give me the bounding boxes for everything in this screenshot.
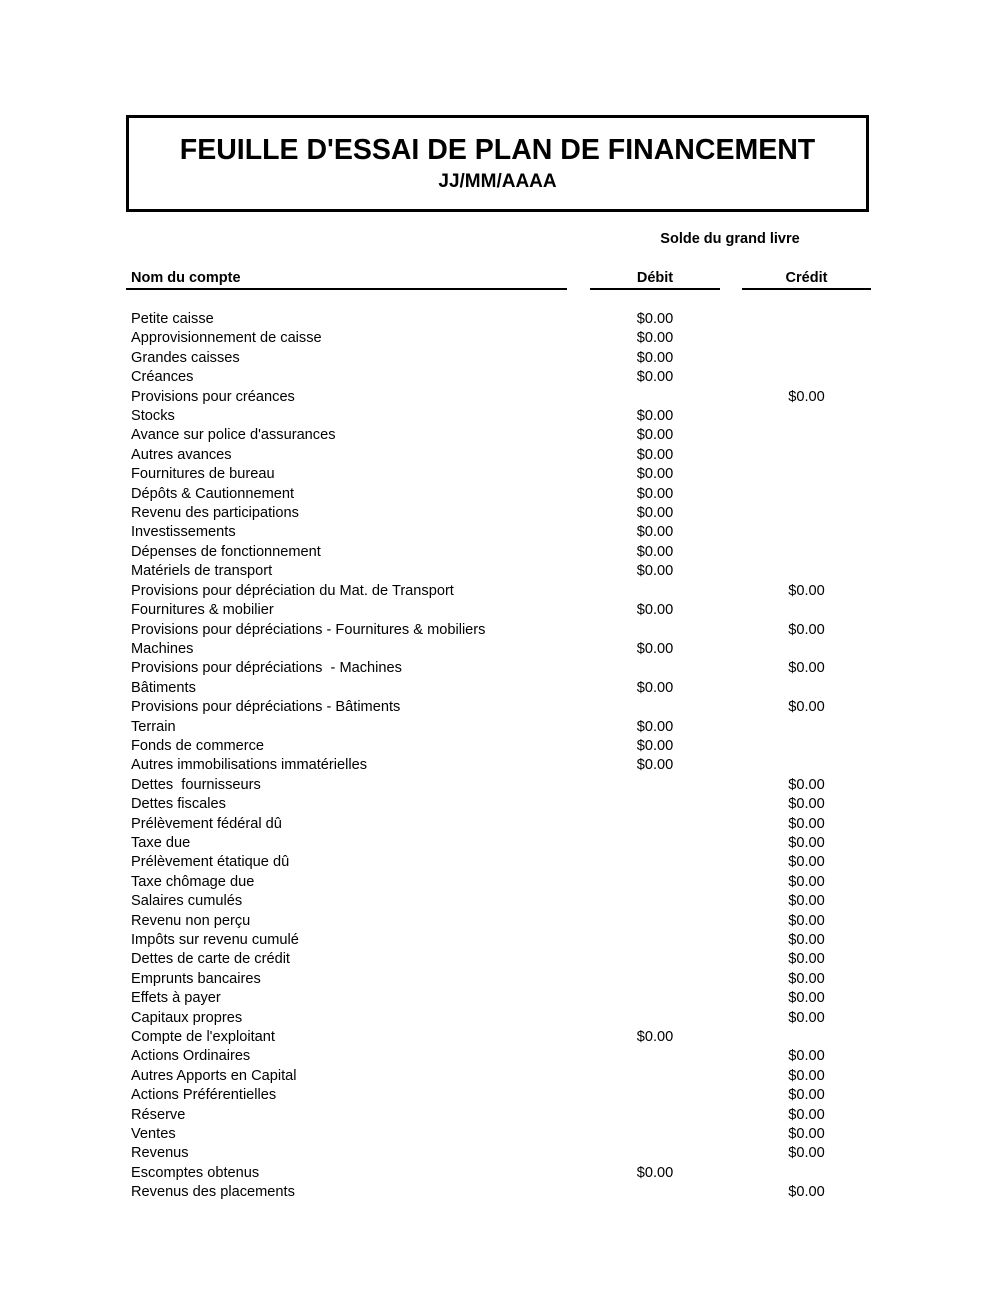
table-row[interactable] (126, 853, 871, 872)
table-row[interactable] (126, 950, 871, 969)
column-header-credit: Crédit (742, 270, 871, 290)
account-name-cell: Salaires cumulés (131, 893, 243, 910)
table-row[interactable] (126, 776, 871, 795)
table-row[interactable] (126, 1067, 871, 1086)
debit-amount-cell[interactable]: $0.00 (636, 427, 674, 444)
column-header-account-name: Nom du compte (126, 270, 567, 290)
table-row[interactable] (126, 1009, 871, 1028)
credit-amount-cell[interactable]: $0.00 (788, 932, 825, 948)
ledger-balance-group-header: Solde du grand livre (660, 231, 800, 247)
debit-amount-cell[interactable]: $0.00 (636, 524, 674, 541)
page-title: FEUILLE D'ESSAI DE PLAN DE FINANCEMENT (179, 134, 816, 167)
account-name-cell: Stocks (131, 408, 175, 425)
table-row[interactable] (126, 892, 871, 911)
table-row[interactable] (126, 718, 871, 737)
credit-amount-cell[interactable]: $0.00 (788, 951, 825, 968)
account-name-cell: Taxe chômage due (131, 873, 255, 890)
table-row[interactable] (126, 1183, 871, 1202)
table-row[interactable] (126, 621, 871, 640)
account-name-cell: Avance sur police d'assurances (131, 427, 336, 444)
table-row[interactable] (126, 601, 871, 620)
debit-amount-cell[interactable]: $0.00 (636, 563, 674, 580)
debit-amount-cell[interactable]: $0.00 (636, 679, 674, 696)
table-row[interactable] (126, 970, 871, 989)
table-row[interactable] (126, 388, 871, 407)
credit-amount-cell[interactable]: $0.00 (788, 699, 825, 716)
account-name-cell: Fournitures & mobilier (131, 602, 274, 619)
account-name-cell: Réserve (131, 1106, 186, 1123)
table-row[interactable] (126, 640, 871, 659)
credit-amount-cell[interactable]: $0.00 (788, 1009, 825, 1026)
table-row[interactable] (126, 1164, 871, 1183)
account-name-cell: Actions Ordinaires (131, 1048, 251, 1065)
debit-amount-cell[interactable]: $0.00 (636, 640, 674, 657)
table-row[interactable] (126, 1106, 871, 1125)
table-row[interactable] (126, 834, 871, 853)
credit-amount-cell[interactable]: $0.00 (788, 834, 825, 851)
account-name-cell: Dettes fournisseurs (131, 776, 261, 793)
account-name-cell: Machines (131, 640, 194, 657)
table-row[interactable] (126, 931, 871, 950)
debit-amount-cell[interactable]: $0.00 (636, 369, 674, 386)
debit-amount-cell[interactable]: $0.00 (636, 408, 674, 425)
account-name-cell: Autres Apports en Capital (131, 1067, 297, 1084)
account-name-cell: Matériels de transport (131, 563, 273, 580)
account-name-cell: Autres immobilisations immatérielles (131, 757, 368, 774)
table-row[interactable] (126, 407, 871, 426)
table-row[interactable] (126, 485, 871, 504)
account-name-cell: Investissements (131, 524, 236, 541)
table-header-row (126, 270, 871, 292)
account-name-cell: Provisions pour dépréciations - Bâtiments (131, 699, 401, 716)
credit-amount-cell[interactable]: $0.00 (788, 1145, 825, 1162)
table-row[interactable] (126, 504, 871, 523)
account-name-cell: Autres avances (131, 446, 232, 463)
debit-amount-cell[interactable]: $0.00 (636, 446, 674, 463)
account-name-cell: Ventes (131, 1126, 176, 1143)
credit-amount-cell[interactable]: $0.00 (788, 990, 825, 1007)
table-row[interactable] (126, 737, 871, 756)
account-name-cell: Provisions pour dépréciations - Fournitures & mobiliers (131, 621, 486, 638)
table-row[interactable] (126, 1028, 871, 1047)
credit-amount-cell[interactable]: $0.00 (788, 1184, 825, 1201)
debit-amount-cell[interactable]: $0.00 (636, 505, 674, 522)
table-row[interactable] (126, 349, 871, 368)
credit-amount-cell[interactable]: $0.00 (788, 660, 825, 677)
debit-amount-cell[interactable]: $0.00 (636, 311, 674, 327)
table-row[interactable] (126, 795, 871, 814)
table-row[interactable] (126, 989, 871, 1008)
account-name-cell: Capitaux propres (131, 1009, 243, 1026)
account-name-cell: Fonds de commerce (131, 737, 265, 754)
account-name-cell: Provisions pour dépréciation du Mat. de Transport (131, 582, 454, 599)
debit-amount-cell[interactable]: $0.00 (636, 543, 674, 560)
account-name-cell: Dettes fiscales (131, 796, 226, 813)
credit-amount-cell[interactable]: $0.00 (788, 815, 825, 832)
table-row[interactable] (126, 1047, 871, 1066)
account-name-cell: Terrain (131, 718, 176, 735)
account-name-cell: Provisions pour créances (131, 388, 295, 405)
credit-amount-cell[interactable]: $0.00 (788, 621, 825, 638)
account-name-cell: Actions Préférentielles (131, 1087, 277, 1104)
table-row[interactable] (126, 1144, 871, 1163)
table-row[interactable] (126, 426, 871, 445)
account-name-cell: Impôts sur revenu cumulé (131, 932, 299, 948)
credit-amount-cell[interactable]: $0.00 (788, 796, 825, 813)
credit-amount-cell[interactable]: $0.00 (788, 1067, 825, 1084)
table-row[interactable] (126, 815, 871, 834)
account-name-cell: Provisions pour dépréciations - Machines (131, 660, 402, 677)
account-name-cell: Fournitures de bureau (131, 466, 275, 483)
debit-amount-cell[interactable]: $0.00 (636, 485, 674, 502)
account-name-cell: Petite caisse (131, 311, 214, 327)
title-box (126, 115, 869, 212)
account-name-cell: Revenu des participations (131, 505, 299, 522)
table-row[interactable] (126, 582, 871, 601)
table-row[interactable] (126, 659, 871, 678)
credit-amount-cell[interactable]: $0.00 (788, 970, 825, 987)
debit-amount-cell[interactable]: $0.00 (636, 718, 674, 735)
account-name-cell: Dépenses de fonctionnement (131, 543, 321, 560)
account-name-cell: Dettes de carte de crédit (131, 951, 290, 968)
credit-amount-cell[interactable]: $0.00 (788, 1126, 825, 1143)
account-name-cell: Prélèvement fédéral dû (131, 815, 282, 832)
account-name-cell: Emprunts bancaires (131, 970, 261, 987)
debit-amount-cell[interactable]: $0.00 (636, 602, 674, 619)
table-row[interactable] (126, 368, 871, 387)
debit-amount-cell[interactable]: $0.00 (636, 349, 674, 366)
account-name-cell: Prélèvement étatique dû (131, 854, 290, 871)
account-name-cell: Revenus (131, 1145, 189, 1162)
account-name-cell: Approvisionnement de caisse (131, 330, 322, 347)
credit-amount-cell[interactable]: $0.00 (788, 1106, 825, 1123)
credit-amount-cell[interactable]: $0.00 (788, 1048, 825, 1065)
account-name-cell: Compte de l'exploitant (131, 1029, 275, 1046)
debit-amount-cell[interactable]: $0.00 (636, 466, 674, 483)
table-row[interactable] (126, 1086, 871, 1105)
credit-amount-cell[interactable]: $0.00 (788, 388, 825, 405)
account-name-cell: Revenus des placements (131, 1184, 295, 1201)
debit-amount-cell[interactable]: $0.00 (636, 330, 674, 347)
table-row[interactable] (126, 873, 871, 892)
account-name-cell: Créances (131, 369, 194, 386)
account-name-cell: Escomptes obtenus (131, 1164, 260, 1181)
credit-amount-cell[interactable]: $0.00 (788, 582, 825, 599)
account-name-cell: Effets à payer (131, 990, 221, 1007)
table-row[interactable] (126, 562, 871, 581)
credit-amount-cell[interactable]: $0.00 (788, 873, 825, 890)
table-row[interactable] (126, 523, 871, 542)
table-body (126, 310, 871, 1203)
table-row[interactable] (126, 698, 871, 717)
account-name-cell: Bâtiments (131, 679, 196, 696)
account-name-cell: Revenu non perçu (131, 912, 251, 929)
table-row[interactable] (126, 912, 871, 931)
account-name-cell: Dépôts & Cautionnement (131, 485, 295, 502)
credit-amount-cell[interactable]: $0.00 (788, 912, 825, 929)
account-name-cell: Grandes caisses (131, 349, 240, 366)
page-date-placeholder: JJ/MM/AAAA (438, 170, 557, 192)
credit-amount-cell[interactable]: $0.00 (788, 776, 825, 793)
account-name-cell: Taxe due (131, 834, 191, 851)
table-row[interactable] (126, 1125, 871, 1144)
debit-amount-cell[interactable]: $0.00 (636, 737, 674, 754)
column-header-debit: Débit (590, 270, 720, 290)
debit-amount-cell[interactable]: $0.00 (636, 757, 674, 774)
table-row[interactable] (126, 679, 871, 698)
table-row[interactable] (126, 329, 871, 348)
credit-amount-cell[interactable]: $0.00 (788, 854, 825, 871)
table-row[interactable] (126, 756, 871, 775)
debit-amount-cell[interactable]: $0.00 (636, 1164, 674, 1181)
table-row[interactable] (126, 446, 871, 465)
table-row[interactable] (126, 310, 871, 329)
table-row[interactable] (126, 465, 871, 484)
credit-amount-cell[interactable]: $0.00 (788, 1087, 825, 1104)
table-row[interactable] (126, 543, 871, 562)
debit-amount-cell[interactable]: $0.00 (636, 1029, 674, 1046)
credit-amount-cell[interactable]: $0.00 (788, 893, 825, 910)
